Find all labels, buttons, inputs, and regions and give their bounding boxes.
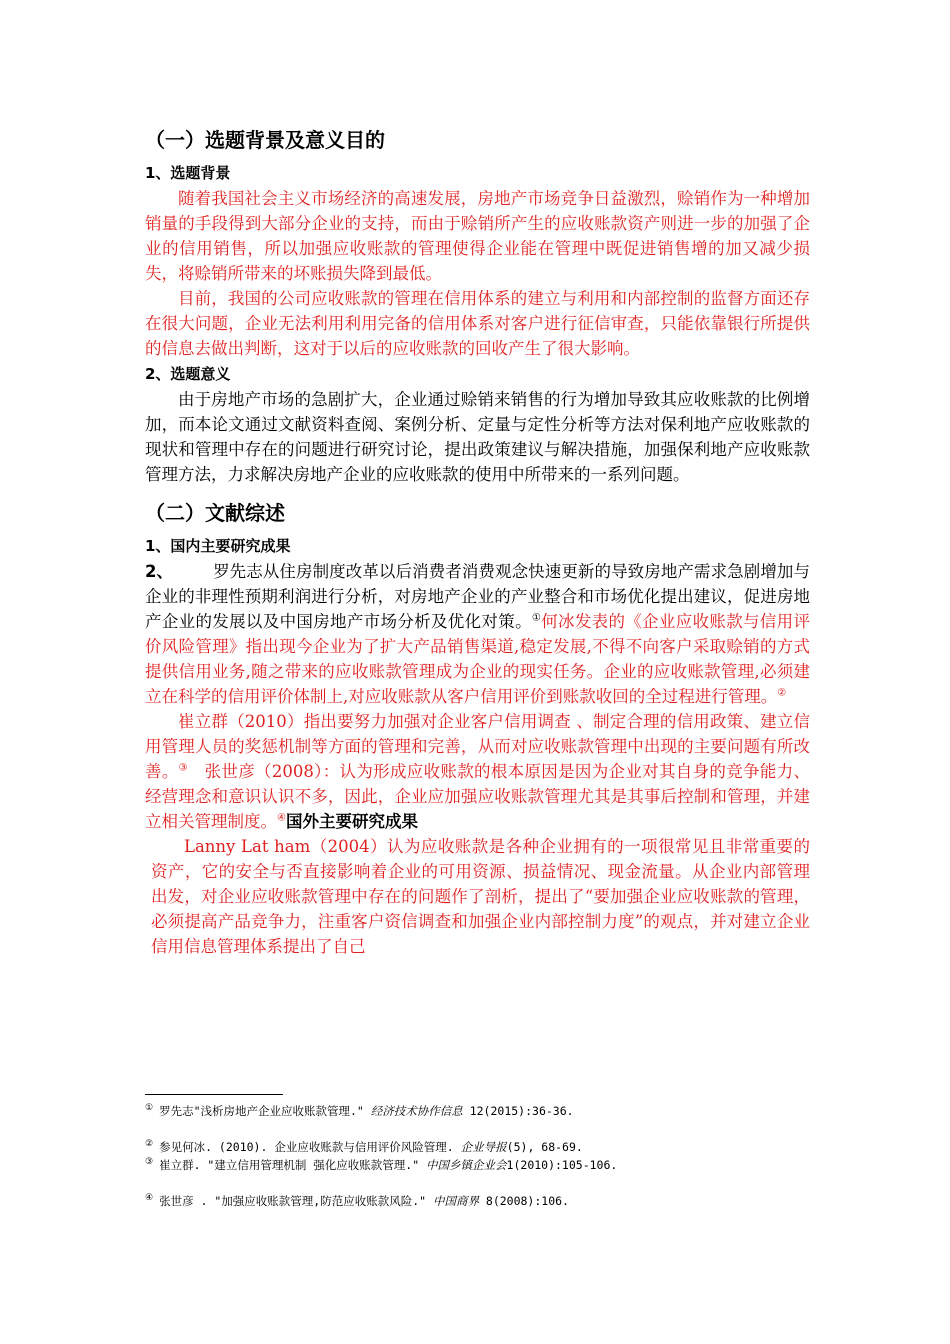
footnote-1-rest: 12(2015):36-36. [462,1104,574,1118]
paragraph-significance: 由于房地产市场的急剧扩大，企业通过赊销来销售的行为增加导致其应收账款的比例增加，而本论文通过文献资料查阅、案例分析、定量与定性分析等方法对保利地产应收账款的现状和管理中存在的问题进行研究讨论，提出政策建议与解决措施，加强保利地产应收账款管理方法，力求解决房地产企业的应收账款的使用中所带来的一系列问题。 [145,390,810,484]
paragraph-foreign: Lanny Lat ham（2004）认为应收账款是各种企业拥有的一项很常见且非常重要的资产，它的安全与否直接影响着企业的可用资源、损益情况、现金流量。从企业内部管理出发，对企业应收账款管理中存在的问题作了剖析，提出了“要加强企业应收账款的管理，必须提高产品竞争力，注重客户资信调查和加强企业内部控制力度”的观点，并对建立企业信用信息管理体系提出了自己 [151,837,810,956]
paragraph-domestic-3a-text: 崔立群（2010）指出要努力加强对企业客户信用调查 、制定合理的信用政策、建立信用管理人员的奖惩机制等方面的管理和完善，从而对应收账款管理中出现的主要问题有所改善。 [145,712,810,781]
footnote-mark-3[interactable]: ③ [178,762,188,774]
footnote-4-journal: 中国商界 [432,1194,479,1208]
footnote-mark-1[interactable]: ① [531,612,542,624]
subheading-foreign: 国外主要研究成果 [285,812,418,831]
footnote-divider [145,1094,283,1095]
footnote-1 [145,1102,825,1120]
section-title-literature: （二）文献综述 [145,501,285,525]
paragraph-domestic-1-text: 罗先志从住房制度改革以后消费者消费观念快速更新的导致房地产需求急剧增加与企业的非理性预期利润进行分析，对房地产企业的产业整合和市场优化提出建议，促进房地产企业的发展以及中国房地产市场分析及优化对策。 [145,562,810,631]
footnote-4-rest: 8(2008):106. [478,1194,569,1208]
footnote-2 [145,1138,825,1156]
footnote-2-journal: 企业导报 [460,1140,507,1154]
footnote-4 [145,1192,825,1210]
footnote-3-journal: 中国乡镇企业会 [426,1158,507,1172]
footnote-1-text: 罗先志"浅析房地产企业应收账款管理." [159,1104,371,1118]
paragraph-domestic-3b-text: 张世彦（2008）：认为形成应收账款的根本原因是因为企业对其自身的竞争能力、经营理念和意识认识不多，因此，企业应加强应收账款管理尤其是其事后控制和管理，并建立相关管理制度。 [145,762,811,831]
paragraph-background-2-text: 目前，我国的公司应收账款的管理在信用体系的建立与利用和内部控制的监督方面还存在很大问题，企业无法利用利用完备的信用体系对客户进行征信审查，只能依靠银行所提供的信息去做出判断，这对于以后的应收账款的回收产生了很大影响。 [145,289,810,358]
section-title-background: （一）选题背景及意义目的 [145,128,385,152]
footnote-4-text: 张世彦 . "加强应收账款管理,防范应收账款风险." [159,1194,433,1208]
footnote-2-rest: (5), 68-69. [506,1140,583,1154]
footnote-mark-2[interactable]: ② [777,687,787,699]
document-body [145,118,810,959]
subheading-background: 1、选题背景 [145,164,231,182]
subheading-domestic: 1、国内主要研究成果 [145,537,291,555]
paragraph-domestic-3 [145,709,810,834]
footnote-2-mark: ② [145,1139,154,1150]
footnote-2-text: 参见何冰. (2010). 企业应收账款与信用评价风险管理. [159,1140,461,1154]
paragraph-domestic-1 [145,559,810,709]
paragraph-number: 2、 [145,562,173,581]
footnote-3-mark: ③ [145,1157,154,1168]
subheading-significance: 2、选题意义 [145,365,231,383]
footnote-1-journal: 经济技术协作信息 [370,1104,463,1118]
paragraph-background-1: 随着我国社会主义市场经济的高速发展，房地产市场竞争日益激烈，赊销作为一种增加销量的手段得到大部分企业的支持，而由于赊销所产生的应收账款资产则进一步的加强了企业的信用销售，所以加强应收账款的管理使得企业能在管理中既促进销售增的加又减少损失，将赊销所带来的坏账损失降到最低。 [145,189,810,283]
footnote-mark-4[interactable]: ④ [277,812,286,824]
paragraph-domestic-2-text: 何冰发表的《企业应收账款与信用评价风险管理》指出现今企业为了扩大产品销售渠道,稳定发展,不得不向客户采取赊销的方式提供信用业务,随之带来的应收账款管理成为企业的现实任务。企业的应收账款管理,必须建立在科学的信用评价体制上,对应收账款从客户信用评价到账款收回的全过程进行管理。 [145,612,811,706]
paragraph-background-2 [145,286,810,361]
footnote-3-text: 崔立群. "建立信用管理机制 强化应收账款管理." [159,1158,427,1172]
footnote-3 [145,1156,825,1174]
footnote-1-mark: ① [145,1103,154,1114]
footnote-3-rest: 1(2010):105-106. [506,1158,618,1172]
footnotes [145,1102,825,1210]
footnote-4-mark: ④ [145,1193,154,1204]
